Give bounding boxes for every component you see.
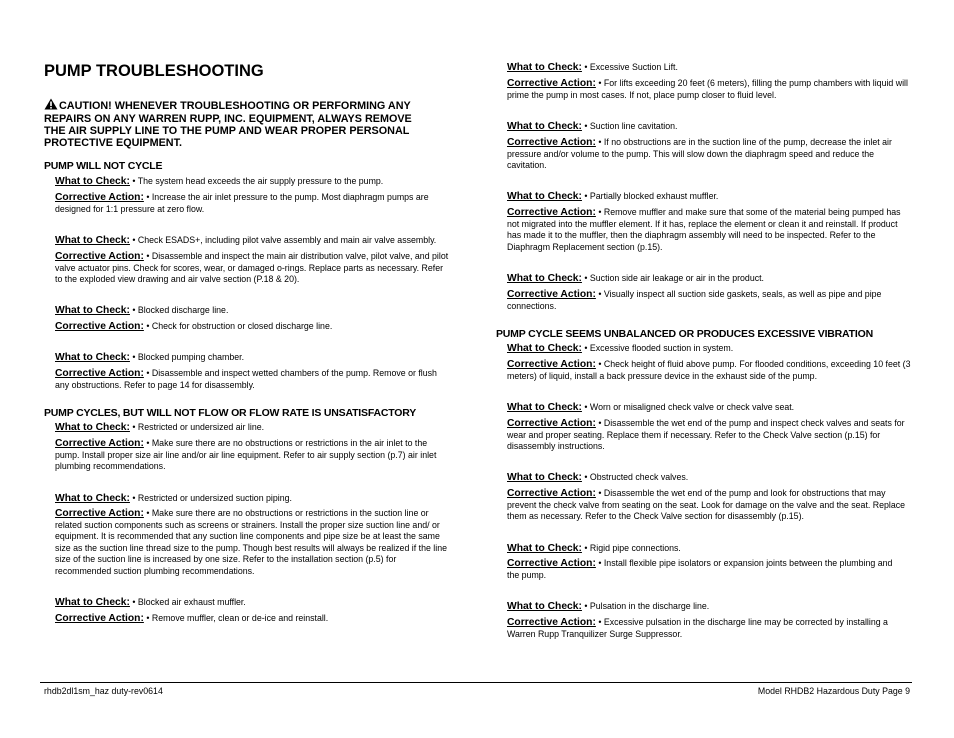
action-item: Corrective Action: • Make sure there are no obstructions or restrictions in the suction line or related suction components such as screens or strainers. Install the proper size suction line and/ or equipment. It is recommended that any suction line components and pipe size be at least the same size as the suction line thread size to the pump. Though best results will always be realized if the line size of the suction line is increased by one size. Refer to the installation section (p.5) for recommended suction plumbing recommendations. [55, 508, 447, 576]
action-item: Corrective Action: • For lifts exceeding 20 feet (6 meters), filling the pump chambers with liquid will prime the pump in most cases. If not, place pump closer to fluid level. [507, 78, 908, 100]
caution-notice [44, 98, 422, 149]
action-item: Corrective Action: • Increase the air inlet pressure to the pump. Most diaphragm pumps are designed for 1:1 pressure at zero flow. [55, 192, 429, 214]
action-item: Corrective Action: • Check height of fluid above pump. For flooded conditions, exceeding 10 feet (3 meters) of liquid, install a back pressure device in the exhaust side of the pump. [507, 359, 911, 381]
action-item: Corrective Action: • If no obstructions are in the suction line of the pump, decrease the inlet air pressure and/or volume to the pump. This will slow down the diaphragm speed and reduce the cavitation. [507, 137, 892, 170]
check-item: What to Check: • Blocked pumping chamber. [55, 352, 245, 363]
action-item: Corrective Action: • Disassemble and inspect wetted chambers of the pump. Remove or flush any obstructions. Refer to page 14 for disassembly. [55, 368, 437, 390]
check-item: What to Check: • Excessive Suction Lift. [507, 62, 678, 73]
action-item: Corrective Action: • Check for obstruction or closed discharge line. [55, 321, 333, 332]
action-item: Corrective Action: • Disassemble the wet end of the pump and inspect check valves and seats for wear and proper seating. Replace them if necessary. Refer to the Check Valve section (p.15) for disassembly instructions. [507, 418, 905, 451]
check-item: What to Check: • Obstructed check valves. [507, 472, 689, 483]
action-item: Corrective Action: • Visually inspect all suction side gaskets, seals, as well as pipe and pipe connections. [507, 289, 882, 311]
check-item: What to Check: • Suction side air leakage or air in the product. [507, 273, 765, 284]
action-item: Corrective Action: • Make sure there are no obstructions or restrictions in the air inlet to the pump. Install proper size air line and/or air line equipment. Refer to air supply section (p.7) air inlet plumbing recommendations. [55, 438, 437, 471]
footer-doc-id: rhdb2dl1sm_haz duty-rev0614 [44, 686, 163, 696]
check-item: What to Check: • Check ESADS+, including pilot valve assembly and main air valve assembly. [55, 235, 437, 246]
footer-page-number: Model RHDB2 Hazardous Duty Page 9 [757, 686, 910, 696]
check-item: What to Check: • Restricted or undersized suction piping. [55, 493, 292, 504]
warning-triangle-icon [44, 98, 58, 113]
check-item: What to Check: • Restricted or undersized air line. [55, 422, 265, 433]
page-title: PUMP TROUBLESHOOTING [44, 62, 264, 80]
action-item: Corrective Action: • Excessive pulsation in the discharge line may be corrected by installing a Warren Rupp Tranquilizer Surge Suppressor. [507, 617, 888, 639]
check-item: What to Check: • The system head exceeds the air supply pressure to the pump. [55, 176, 384, 187]
check-item: What to Check: • Blocked discharge line. [55, 305, 229, 316]
check-item: What to Check: • Rigid pipe connections. [507, 543, 681, 554]
caution-text: CAUTION! WHENEVER TROUBLESHOOTING OR PERFORMING ANY REPAIRS ON ANY WARREN RUPP, INC. EQUIPMENT, ALWAYS REMOVE THE AIR SUPPLY LINE TO THE PUMP AND WEAR PROPER PERSONAL PROTECTIVE EQUIPMENT. [44, 100, 412, 149]
action-item: Corrective Action: • Install flexible pipe isolators or expansion joints between the plumbing and the pump. [507, 558, 893, 580]
check-item: What to Check: • Worn or misaligned check valve or check valve seat. [507, 402, 795, 413]
check-item: What to Check: • Pulsation in the discharge line. [507, 601, 710, 612]
section-heading-unbalanced: PUMP CYCLE SEEMS UNBALANCED OR PRODUCES EXCESSIVE VIBRATION [496, 328, 873, 340]
action-item: Corrective Action: • Disassemble the wet end of the pump and look for obstructions that may prevent the check valve from seating on the seat. Look for damage on the valve and the seat. Replace them as necessary. Refer to the Check Valve section for disassembly (p.15). [507, 488, 906, 521]
check-item: What to Check: • Blocked air exhaust muffler. [55, 597, 246, 608]
check-item: What to Check: • Excessive flooded suction in system. [507, 343, 734, 354]
footer-divider [40, 682, 912, 683]
action-item: Corrective Action: • Remove muffler, clean or de-ice and reinstall. [55, 613, 329, 624]
action-item: Corrective Action: • Disassemble and inspect the main air distribution valve, pilot valve, and pilot valve actuator pins. Check for scores, wear, or damaged o-rings. Replace parts as necessary. Refer to the exploded view drawing and air valve section (P.18 & 20). [55, 251, 449, 284]
check-item: What to Check: • Partially blocked exhaust muffler. [507, 191, 719, 202]
check-item: What to Check: • Suction line cavitation. [507, 121, 678, 132]
action-item: Corrective Action: • Remove muffler and make sure that some of the material being pumped has not migrated into the muffler element. If it has, replace the element or clean it and reinstall. If product has made it to the muffler, then the diaphragm assembly will need to be inspected. Refer to the Diaphragm Replacement section (p.15). [507, 207, 901, 252]
section-heading-no-flow: PUMP CYCLES, BUT WILL NOT FLOW OR FLOW RATE IS UNSATISFACTORY [44, 407, 417, 419]
section-heading-no-cycle: PUMP WILL NOT CYCLE [44, 160, 163, 172]
